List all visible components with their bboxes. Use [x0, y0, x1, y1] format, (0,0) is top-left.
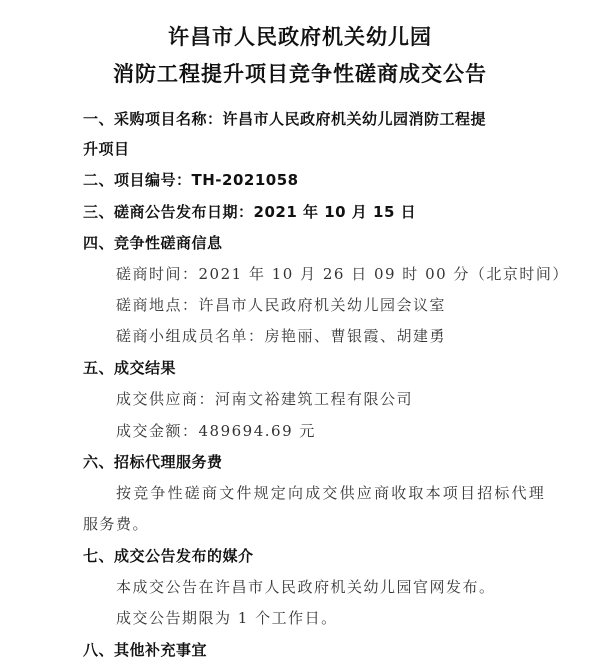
publication-period: 成交公告期限为 1 个工作日。 [116, 609, 338, 627]
section-8-heading [83, 640, 570, 660]
section-6-heading-text: 六、招标代理服务费 [83, 453, 223, 471]
document-title-line-2: 消防工程提升项目竞争性磋商成交公告 [113, 62, 487, 86]
section-1-label: 一、采购项目名称： [83, 110, 223, 128]
section-1-value: 许昌市人民政府机关幼儿园消防工程提 [222, 110, 487, 128]
section-1-value-cont: 升项目 [83, 140, 130, 158]
section-3-line [83, 202, 570, 222]
consultation-place: 磋商地点：许昌市人民政府机关幼儿园会议室 [116, 296, 447, 314]
contract-amount: 成交金额：489694.69 元 [116, 422, 316, 440]
agency-fee-text-cont: 服务费。 [83, 515, 150, 533]
section-5-heading-text: 五、成交结果 [83, 359, 177, 377]
publication-media: 本成交公告在许昌市人民政府机关幼儿园官网发布。 [116, 578, 496, 596]
winning-supplier: 成交供应商：河南文裕建筑工程有限公司 [116, 390, 414, 408]
section-4-heading-text: 四、竞争性磋商信息 [83, 234, 223, 252]
section-4-heading [83, 233, 570, 253]
section-8-heading-text: 八、其他补充事宜 [83, 641, 208, 659]
section-6-heading [83, 452, 570, 472]
section-7-heading [83, 546, 570, 566]
section-3-label: 三、磋商公告发布日期： [83, 203, 254, 221]
consultation-time: 磋商时间：2021 年 10 月 26 日 09 时 00 分（北京时间） [116, 265, 569, 283]
announcement-date: 2021 年 10 月 15 日 [253, 203, 417, 221]
section-1-line [83, 109, 570, 129]
section-2-label: 二、项目编号： [83, 171, 192, 189]
section-2-line [83, 170, 570, 190]
section-5-heading [83, 358, 570, 378]
document-title-line-1: 许昌市人民政府机关幼儿园 [168, 25, 432, 49]
section-1-continuation [83, 139, 570, 159]
panel-members: 磋商小组成员名单：房艳丽、曹银霞、胡建勇 [116, 327, 447, 345]
agency-fee-text: 按竞争性磋商文件规定向成交供应商收取本项目招标代理 [116, 484, 547, 502]
project-number: TH-2021058 [191, 171, 299, 189]
section-7-heading-text: 七、成交公告发布的媒介 [83, 547, 254, 565]
